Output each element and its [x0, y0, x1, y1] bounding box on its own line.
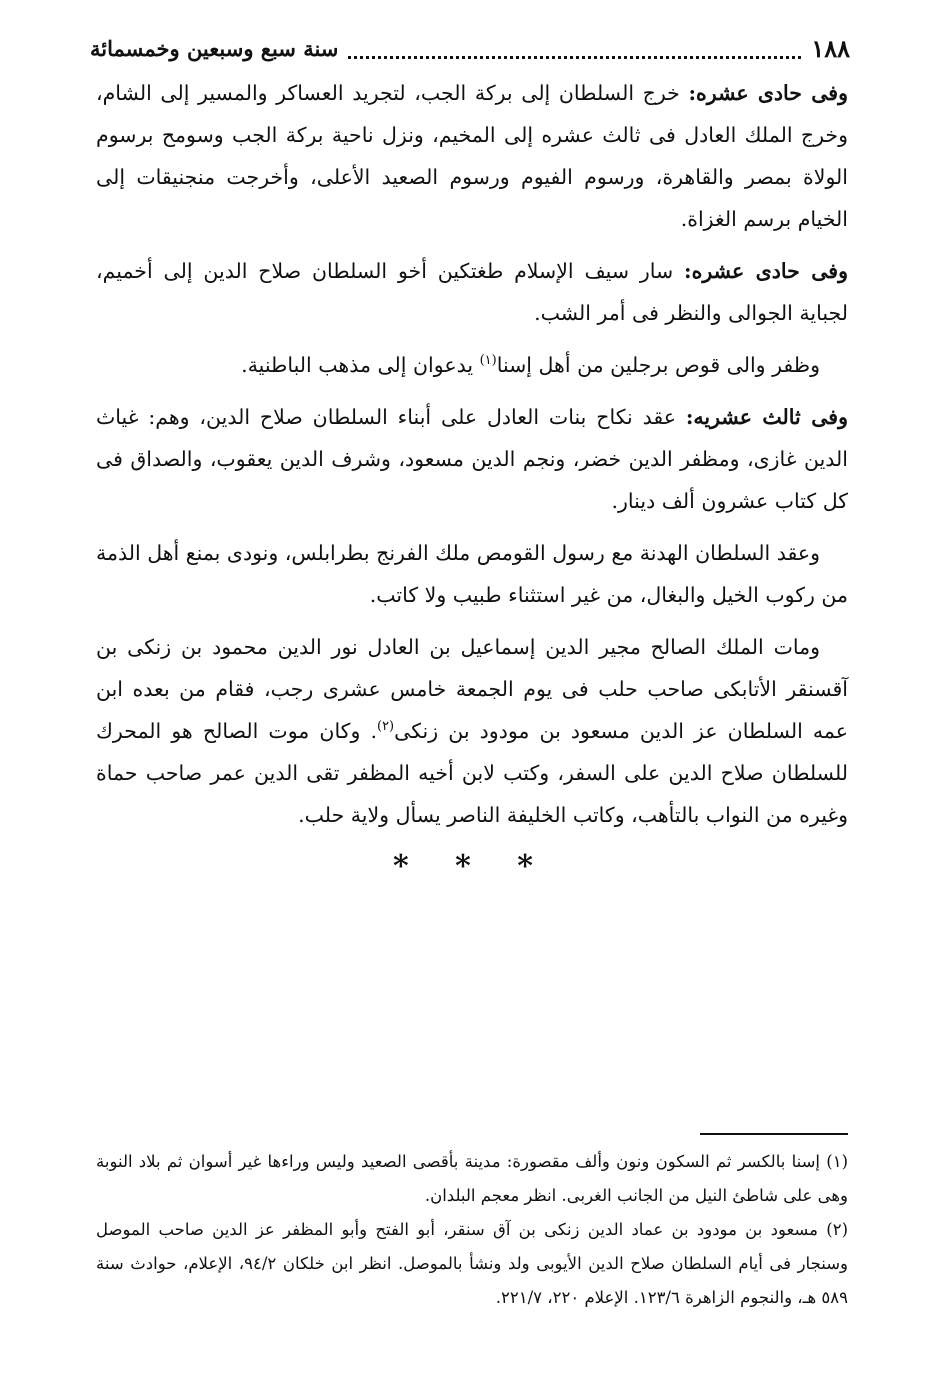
- section-separator: * * *: [393, 849, 551, 884]
- paragraph-3-text-a: وظفر والى قوص برجلين من أهل إسنا: [496, 353, 820, 377]
- paragraph-2: [96, 250, 848, 334]
- paragraph-3-text-b: يدعوان إلى مذهب الباطنية.: [241, 353, 480, 377]
- paragraph-4-lead: وفى ثالث عشريه:: [685, 405, 849, 429]
- paragraph-1-lead: وفى حادى عشره:: [688, 81, 848, 105]
- paragraph-2-text: سار سيف الإسلام طغتكين أخو السلطان صلاح الدين إلى أخميم، لجباية الجوالى والنظر فى أمر الشب.: [96, 259, 848, 325]
- paragraph-6: [96, 626, 848, 836]
- running-title: سنة سبع وسبعين وخمسمائة: [90, 35, 339, 61]
- paragraph-6-text-a: ومات الملك الصالح مجير الدين إسماعيل بن العادل نور الدين محمود بن زنكى بن آقسنقر الأتابكى صاحب حلب فى يوم الجمعة خامس عشرى رجب، فقام من بعده ابن عمه السلطان عز الدين مسعود بن مودود بن زنكى: [96, 635, 849, 743]
- footnote-divider: [700, 1133, 848, 1135]
- paragraph-6-text-b: . وكان موت الصالح هو المحرك للسلطان صلاح الدين على السفر، وكتب لابن أخيه المظفر تقى الدين عمر صاحب حماة وغيره من النواب بالتأهب، وكاتب الخليفة الناصر يسأل ولاية حلب.: [96, 719, 848, 827]
- running-header: [90, 30, 850, 66]
- paragraph-5: وعقد السلطان الهدنة مع رسول القومص ملك الفرنج بطرابلس، ونودى بمنع أهل الذمة من ركوب الخيل والبغال، من غير استثناء طبيب ولا كاتب.: [96, 541, 848, 607]
- main-text: [96, 72, 848, 888]
- paragraph-4-text: عقد نكاح بنات العادل على أبناء السلطان صلاح الدين، وهم: غياث الدين غازى، ومظفر الدين خضر، ونجم الدين مسعود، وشرف الدين يعقوب، والصداق فى كل كتاب عشرون ألف دينار.: [96, 405, 848, 513]
- footnote-ref-1: (١): [479, 353, 497, 369]
- footnote-1: (١) إسنا بالكسر ثم السكون ونون وألف مقصورة: مدينة بأقصى الصعيد وليس وراءها غير أسوان ثم بلاد النوبة وهى على شاطئ النيل من الجانب الغربى. انظر معجم البلدان.: [96, 1152, 848, 1205]
- footnote-ref-2: (٢): [376, 719, 395, 735]
- paragraph-3: [96, 344, 848, 386]
- footnote-2: (٢) مسعود بن مودود بن عماد الدين زنكى بن آق سنقر، أبو الفتح وأبو المظفر عز الدين صاحب الموصل وسنجار فى أيام السلطان صلاح الدين الأيوبى ولد ونشأ بالموصل. انظر ابن خلكان ٩٤/٢، الإعلام، حوادث سنة ٥٨٩ هـ، والنجوم الزاهرة ١٢٣/٦. الإعلام ٢٢٠، ٢٢١/٧.: [96, 1220, 848, 1307]
- page-number: ١٨٨: [811, 33, 850, 63]
- paragraph-1: [96, 72, 848, 240]
- paragraph-1-text: خرج السلطان إلى بركة الجب، لتجريد العساكر والمسير إلى الشام، وخرج الملك العادل فى ثالث عشره إلى المخيم، ونزل ناحية بركة الجب وسومح برسوم الولاة بمصر والقاهرة، ورسوم الفيوم ورسوم الصعيد الأعلى، وأخرجت منجنيقات إلى الخيام برسم الغزاة.: [96, 81, 848, 231]
- paragraph-2-lead: وفى حادى عشره:: [684, 259, 848, 283]
- footnotes: [96, 1145, 848, 1315]
- header-dot-leader: [348, 44, 801, 59]
- paragraph-4: [96, 396, 848, 522]
